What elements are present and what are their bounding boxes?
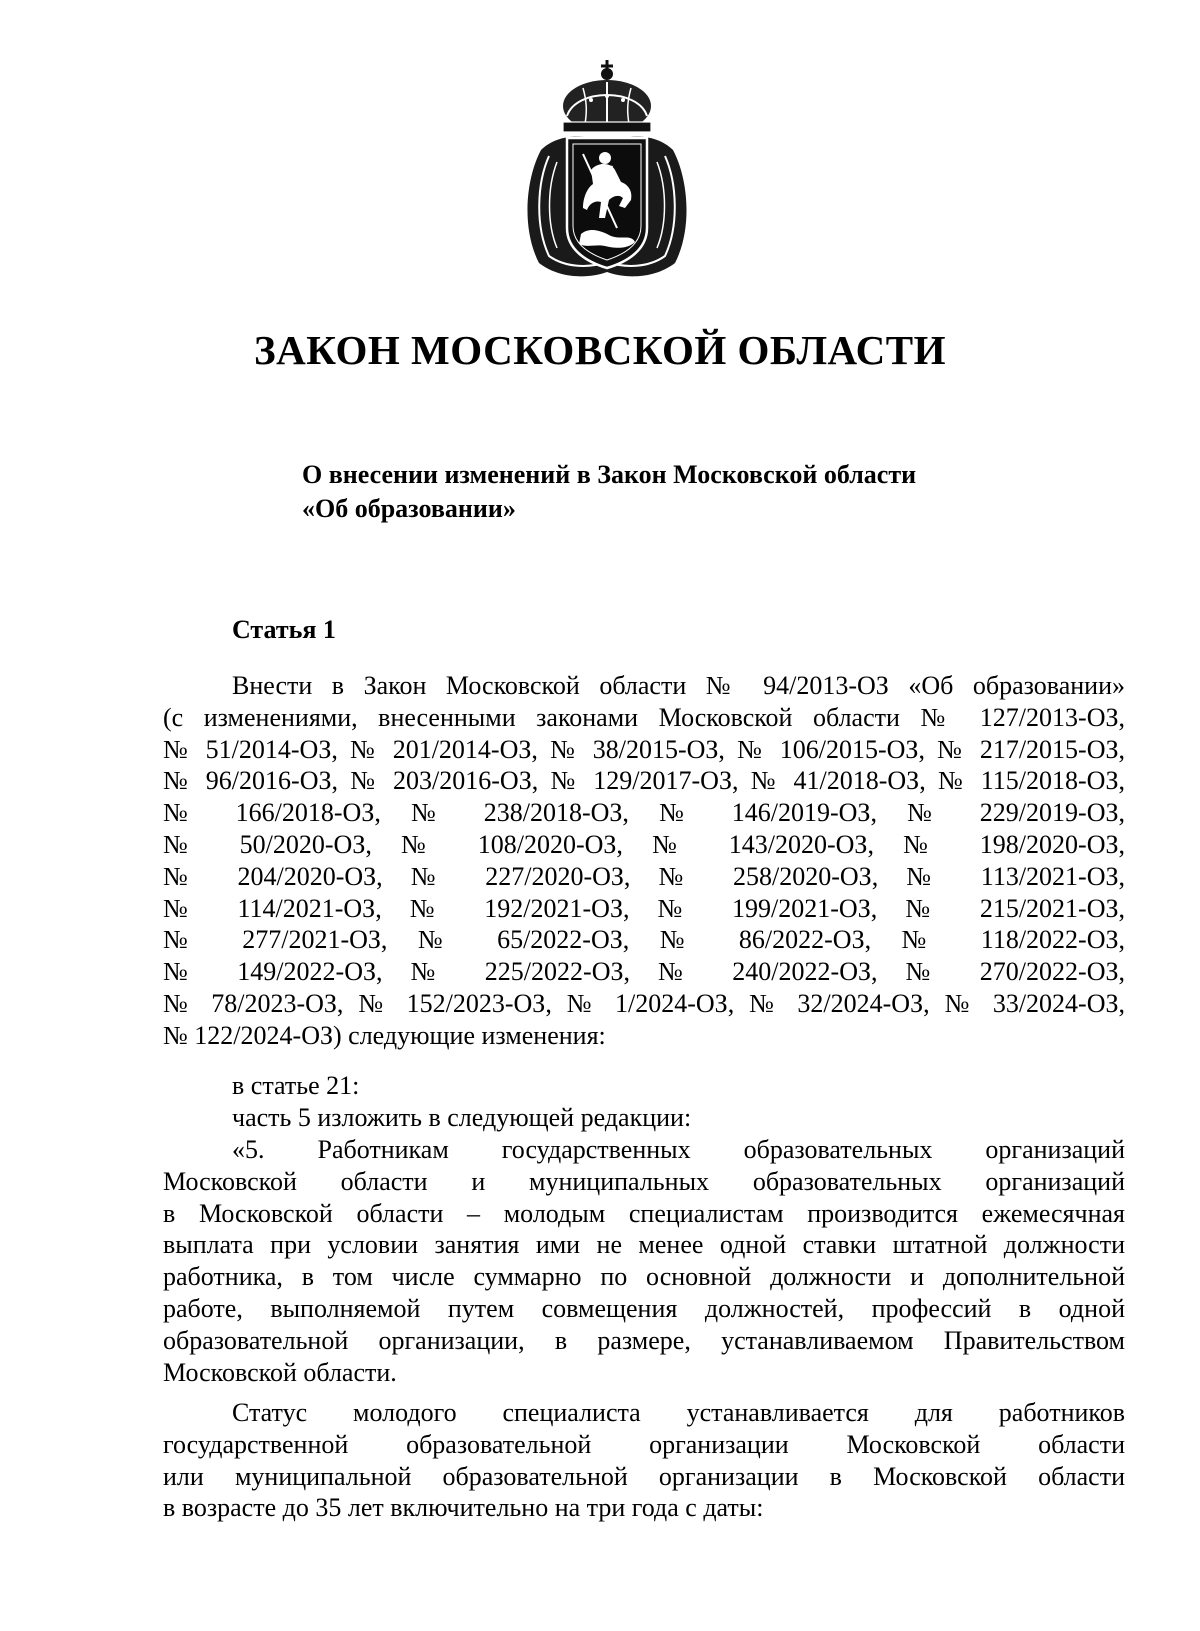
text-line: № 204/2020-ОЗ, № 227/2020-ОЗ, № 258/2020-ОЗ, № 113/2021-ОЗ, — [163, 861, 1125, 891]
text-line: № 166/2018-ОЗ, № 238/2018-ОЗ, № 146/2019-ОЗ, № 229/2019-ОЗ, — [163, 798, 1125, 828]
text-line: государственной образовательной организации Московской области — [163, 1429, 1125, 1459]
text-line: образовательной организации, в размере, устанавливаемом Правительством — [163, 1325, 1125, 1355]
text-line: № 50/2020-ОЗ, № 108/2020-ОЗ, № 143/2020-ОЗ, № 198/2020-ОЗ, — [163, 829, 1125, 859]
document-subtitle — [302, 458, 1022, 526]
text-line: Московской области и муниципальных образовательных организаций — [163, 1166, 1125, 1196]
text-line: № 78/2023-ОЗ, № 152/2023-ОЗ, № 1/2024-ОЗ, № 32/2024-ОЗ, № 33/2024-ОЗ, — [163, 988, 1125, 1018]
paragraph-amendments — [163, 670, 1125, 1052]
instruction-line: часть 5 изложить в следующей редакции: — [232, 1103, 692, 1132]
text-line: выплата при условии занятия ими не менее одной ставки штатной должности — [163, 1230, 1125, 1260]
text-line: «5. Работникам государственных образовательных организаций — [232, 1135, 1125, 1164]
paragraph-article-21-part-5 — [163, 1134, 1125, 1388]
text-line: или муниципальной образовательной организации в Московской области — [163, 1461, 1125, 1491]
text-line: № 114/2021-ОЗ, № 192/2021-ОЗ, № 199/2021-ОЗ, № 215/2021-ОЗ, — [163, 893, 1125, 923]
text-line: (с изменениями, внесенными законами Московской области № 127/2013-ОЗ, — [163, 702, 1125, 732]
text-line: № 51/2014-ОЗ, № 201/2014-ОЗ, № 38/2015-ОЗ, № 106/2015-ОЗ, № 217/2015-ОЗ, — [163, 734, 1125, 764]
text-line: работника, в том числе суммарно по основной должности и дополнительной — [163, 1262, 1125, 1292]
text-line: № 277/2021-ОЗ, № 65/2022-ОЗ, № 86/2022-ОЗ, № 118/2022-ОЗ, — [163, 925, 1125, 955]
coat-of-arms-emblem — [521, 58, 693, 284]
text-line: № 96/2016-ОЗ, № 203/2016-ОЗ, № 129/2017-ОЗ, № 41/2018-ОЗ, № 115/2018-ОЗ, — [163, 766, 1125, 796]
text-line: в Московской области – молодым специалистам производится ежемесячная — [163, 1198, 1125, 1228]
document-title: ЗАКОН МОСКОВСКОЙ ОБЛАСТИ — [254, 327, 946, 373]
text-line: № 122/2024-ОЗ) следующие изменения: — [163, 1020, 606, 1050]
paragraph-young-specialist-status — [163, 1397, 1125, 1524]
instruction-line: в статье 21: — [232, 1071, 360, 1100]
text-line: работе, выполняемой путем совмещения должностей, профессий в одной — [163, 1293, 1125, 1323]
text-line: Внести в Закон Московской области № 94/2013-ОЗ «Об образовании» — [232, 671, 1125, 700]
subtitle-line: «Об образовании» — [302, 494, 516, 523]
text-line: № 149/2022-ОЗ, № 225/2022-ОЗ, № 240/2022-ОЗ, № 270/2022-ОЗ, — [163, 957, 1125, 987]
text-line: в возрасте до 35 лет включительно на три года с даты: — [163, 1493, 764, 1523]
text-line: Статус молодого специалиста устанавливается для работников — [232, 1398, 1125, 1427]
subtitle-line: О внесении изменений в Закон Московской области — [302, 460, 917, 489]
article-heading: Статья 1 — [232, 615, 336, 644]
text-line: Московской области. — [163, 1357, 397, 1387]
